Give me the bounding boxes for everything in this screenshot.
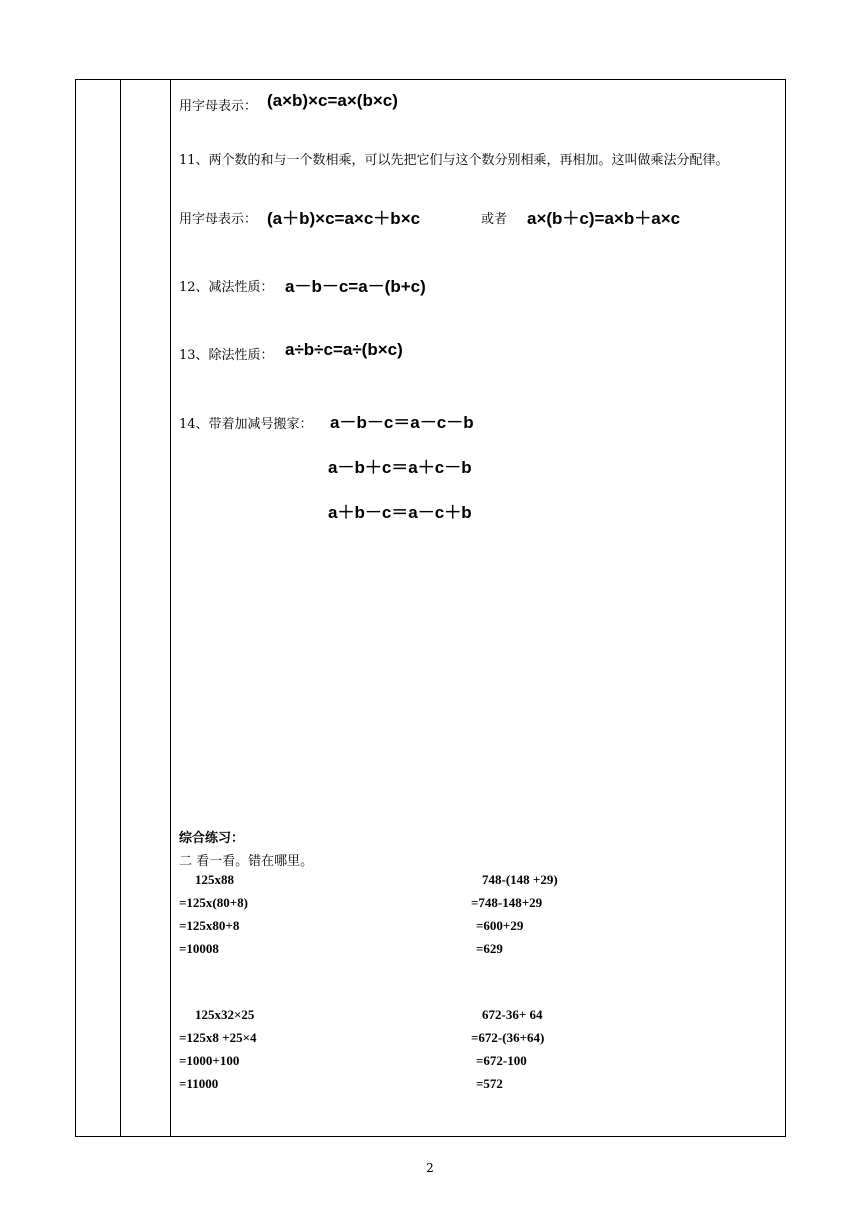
- problem-1-line-2: =125x(80+8): [179, 895, 248, 910]
- rule-13-label: 13、除法性质：: [179, 348, 274, 363]
- table-frame: [75, 79, 786, 1137]
- rule-12-label: 12、减法性质：: [179, 280, 274, 295]
- rule-11-formula-a: (a＋b)×c=a×c＋b×c: [267, 209, 421, 228]
- column-divider-1: [120, 79, 121, 1137]
- problem-4-line-3: =672-100: [476, 1053, 527, 1068]
- problem-1-line-3: =125x80+8: [179, 918, 240, 933]
- rule-14-label: 14、带着加减号搬家：: [179, 417, 313, 432]
- rule-11-or: 或者: [481, 212, 508, 227]
- problem-2-line-1: 748-(148 +29): [482, 872, 558, 887]
- problem-4-line-2: =672-(36+64): [471, 1030, 545, 1045]
- rule-11-text: 11、两个数的和与一个数相乘，可以先把它们与这个数分别相乘，再相加。这叫做乘法分配律。: [179, 153, 729, 168]
- rule-10-formula: (a×b)×c=a×(b×c): [267, 91, 398, 110]
- rule-12-formula: a－b－c=a－(b+c): [285, 277, 426, 296]
- rule-14-formula-2: a－b＋c＝a＋c－b: [328, 458, 472, 477]
- rule-14-formula-1: a－b－c＝a－c－b: [330, 413, 474, 432]
- rule-14-formula-3: a＋b－c＝a－c＋b: [328, 503, 472, 522]
- problem-1-line-4: =10008: [179, 941, 219, 956]
- problem-4-line-4: =572: [476, 1076, 503, 1091]
- problem-2-line-4: =629: [476, 941, 503, 956]
- problem-3-line-1: 125x32×25: [195, 1007, 255, 1022]
- practice-subheading: 二 看一看。错在哪里。: [179, 854, 314, 869]
- problem-2-line-3: =600+29: [476, 918, 524, 933]
- problem-3-line-3: =1000+100: [179, 1053, 240, 1068]
- rule-10-label: 用字母表示：: [179, 99, 258, 114]
- rule-13-formula: a÷b÷c=a÷(b×c): [285, 340, 403, 359]
- rule-11-label: 用字母表示：: [179, 212, 258, 227]
- problem-2-line-2: =748-148+29: [471, 895, 543, 910]
- problem-3-line-4: =11000: [179, 1076, 219, 1091]
- problem-1-line-1: 125x88: [195, 872, 234, 887]
- page-number: 2: [426, 1161, 434, 1175]
- column-divider-2: [170, 79, 171, 1137]
- problem-4-line-1: 672-36+ 64: [482, 1007, 543, 1022]
- practice-heading: 综合练习：: [179, 830, 245, 845]
- rule-11-formula-b: a×(b＋c)=a×b＋a×c: [527, 209, 681, 228]
- problem-3-line-2: =125x8 +25×4: [179, 1030, 257, 1045]
